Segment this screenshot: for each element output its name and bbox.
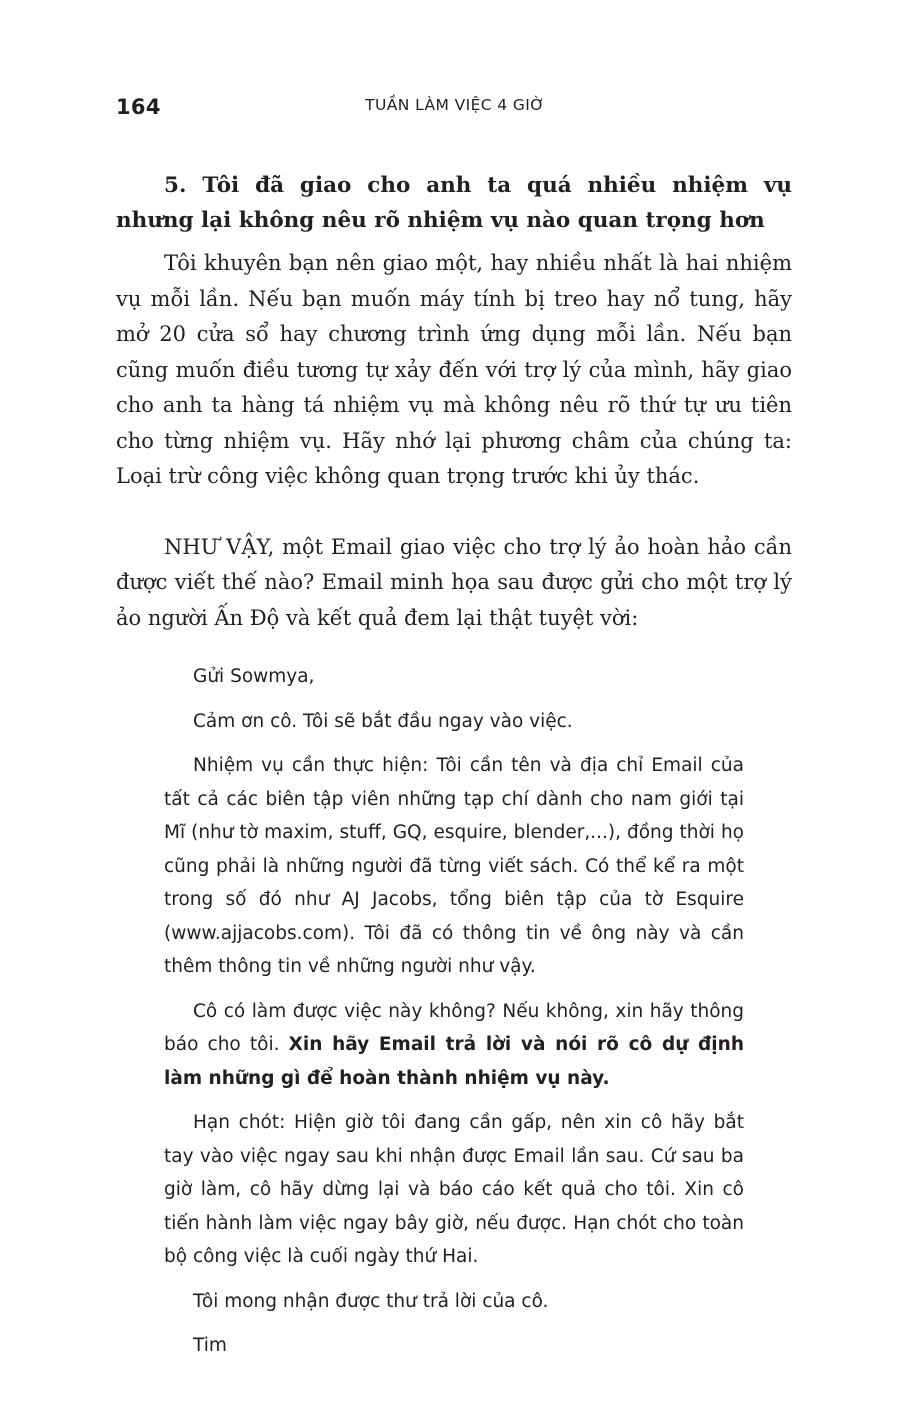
email-signature: Tim [193,1335,227,1356]
email-question [164,995,744,1096]
section-heading: 5. Tôi đã giao cho anh ta quá nhiều nhiệm vụ nhưng lại không nêu rõ nhiệm vụ nào quan trọng hơn [116,173,792,233]
email-closing: Tôi mong nhận được thư trả lời của cô. [193,1290,549,1312]
email-example [164,660,744,1374]
email-deadline: Hạn chót: Hiện giờ tôi đang cần gấp, nên xin cô hãy bắt tay vào việc ngay sau khi nhận được Email lần sau. Cứ sau ba giờ làm, cô hãy dừng lại và báo cáo kết quả cho tôi. Xin cô tiến hành làm việc ngay bây giờ, nếu được. Hạn chót cho toàn bộ công việc là cuối ngày thứ Hai. [164,1112,744,1267]
page-number: 164 [116,95,161,119]
email-task: Nhiệm vụ cần thực hiện: Tôi cần tên và địa chỉ Email của tất cả các biên tập viên những tạp chí dành cho nam giới tại Mĩ (như tờ maxim, stuff, GQ, esquire, blender,...), đồng thời họ cũng phải là những người đã từng viết sách. Có thể kể ra một trong số đó như AJ Jacobs, tổng biên tập của tờ Esquire (www.ajjacobs.com). Tôi đã có thông tin về ông này và cần thêm thông tin về những người như vậy. [164,755,744,977]
email-greeting: Gửi Sowmya, [193,666,315,687]
email-thanks: Cảm ơn cô. Tôi sẽ bắt đầu ngay vào việc. [193,710,573,732]
running-header-book-title: TUẦN LÀM VIỆC 4 GIỜ [365,96,545,114]
paragraph-advice: Tôi khuyên bạn nên giao một, hay nhiều nhất là hai nhiệm vụ mỗi lần. Nếu bạn muốn máy tính bị treo hay nổ tung, hãy mở 20 cửa sổ hay chương trình ứng dụng mỗi lần. Nếu bạn cũng muốn điều tương tự xảy đến với trợ lý của mình, hãy giao cho anh ta hàng tá nhiệm vụ mà không nêu rõ thứ tự ưu tiên cho từng nhiệm vụ. Hãy nhớ lại phương châm của chúng ta: Loại trừ công việc không quan trọng trước khi ủy thác. [116,251,792,488]
main-text [116,168,792,636]
email-question-emphasis: Xin hãy Email trả lời và nói rõ cô dự định làm những gì để hoàn thành nhiệm vụ này. [164,1034,744,1089]
paragraph-intro-email: NHƯ VẬY, một Email giao việc cho trợ lý ảo hoàn hảo cần được viết thế nào? Email minh họa sau được gửi cho một trợ lý ảo người Ấn Độ và kết quả đem lại thật tuyệt vời: [116,534,792,630]
email-question-text: Cô có làm được việc này không? Nếu không, xin hãy thông báo cho tôi. [164,1000,744,1055]
